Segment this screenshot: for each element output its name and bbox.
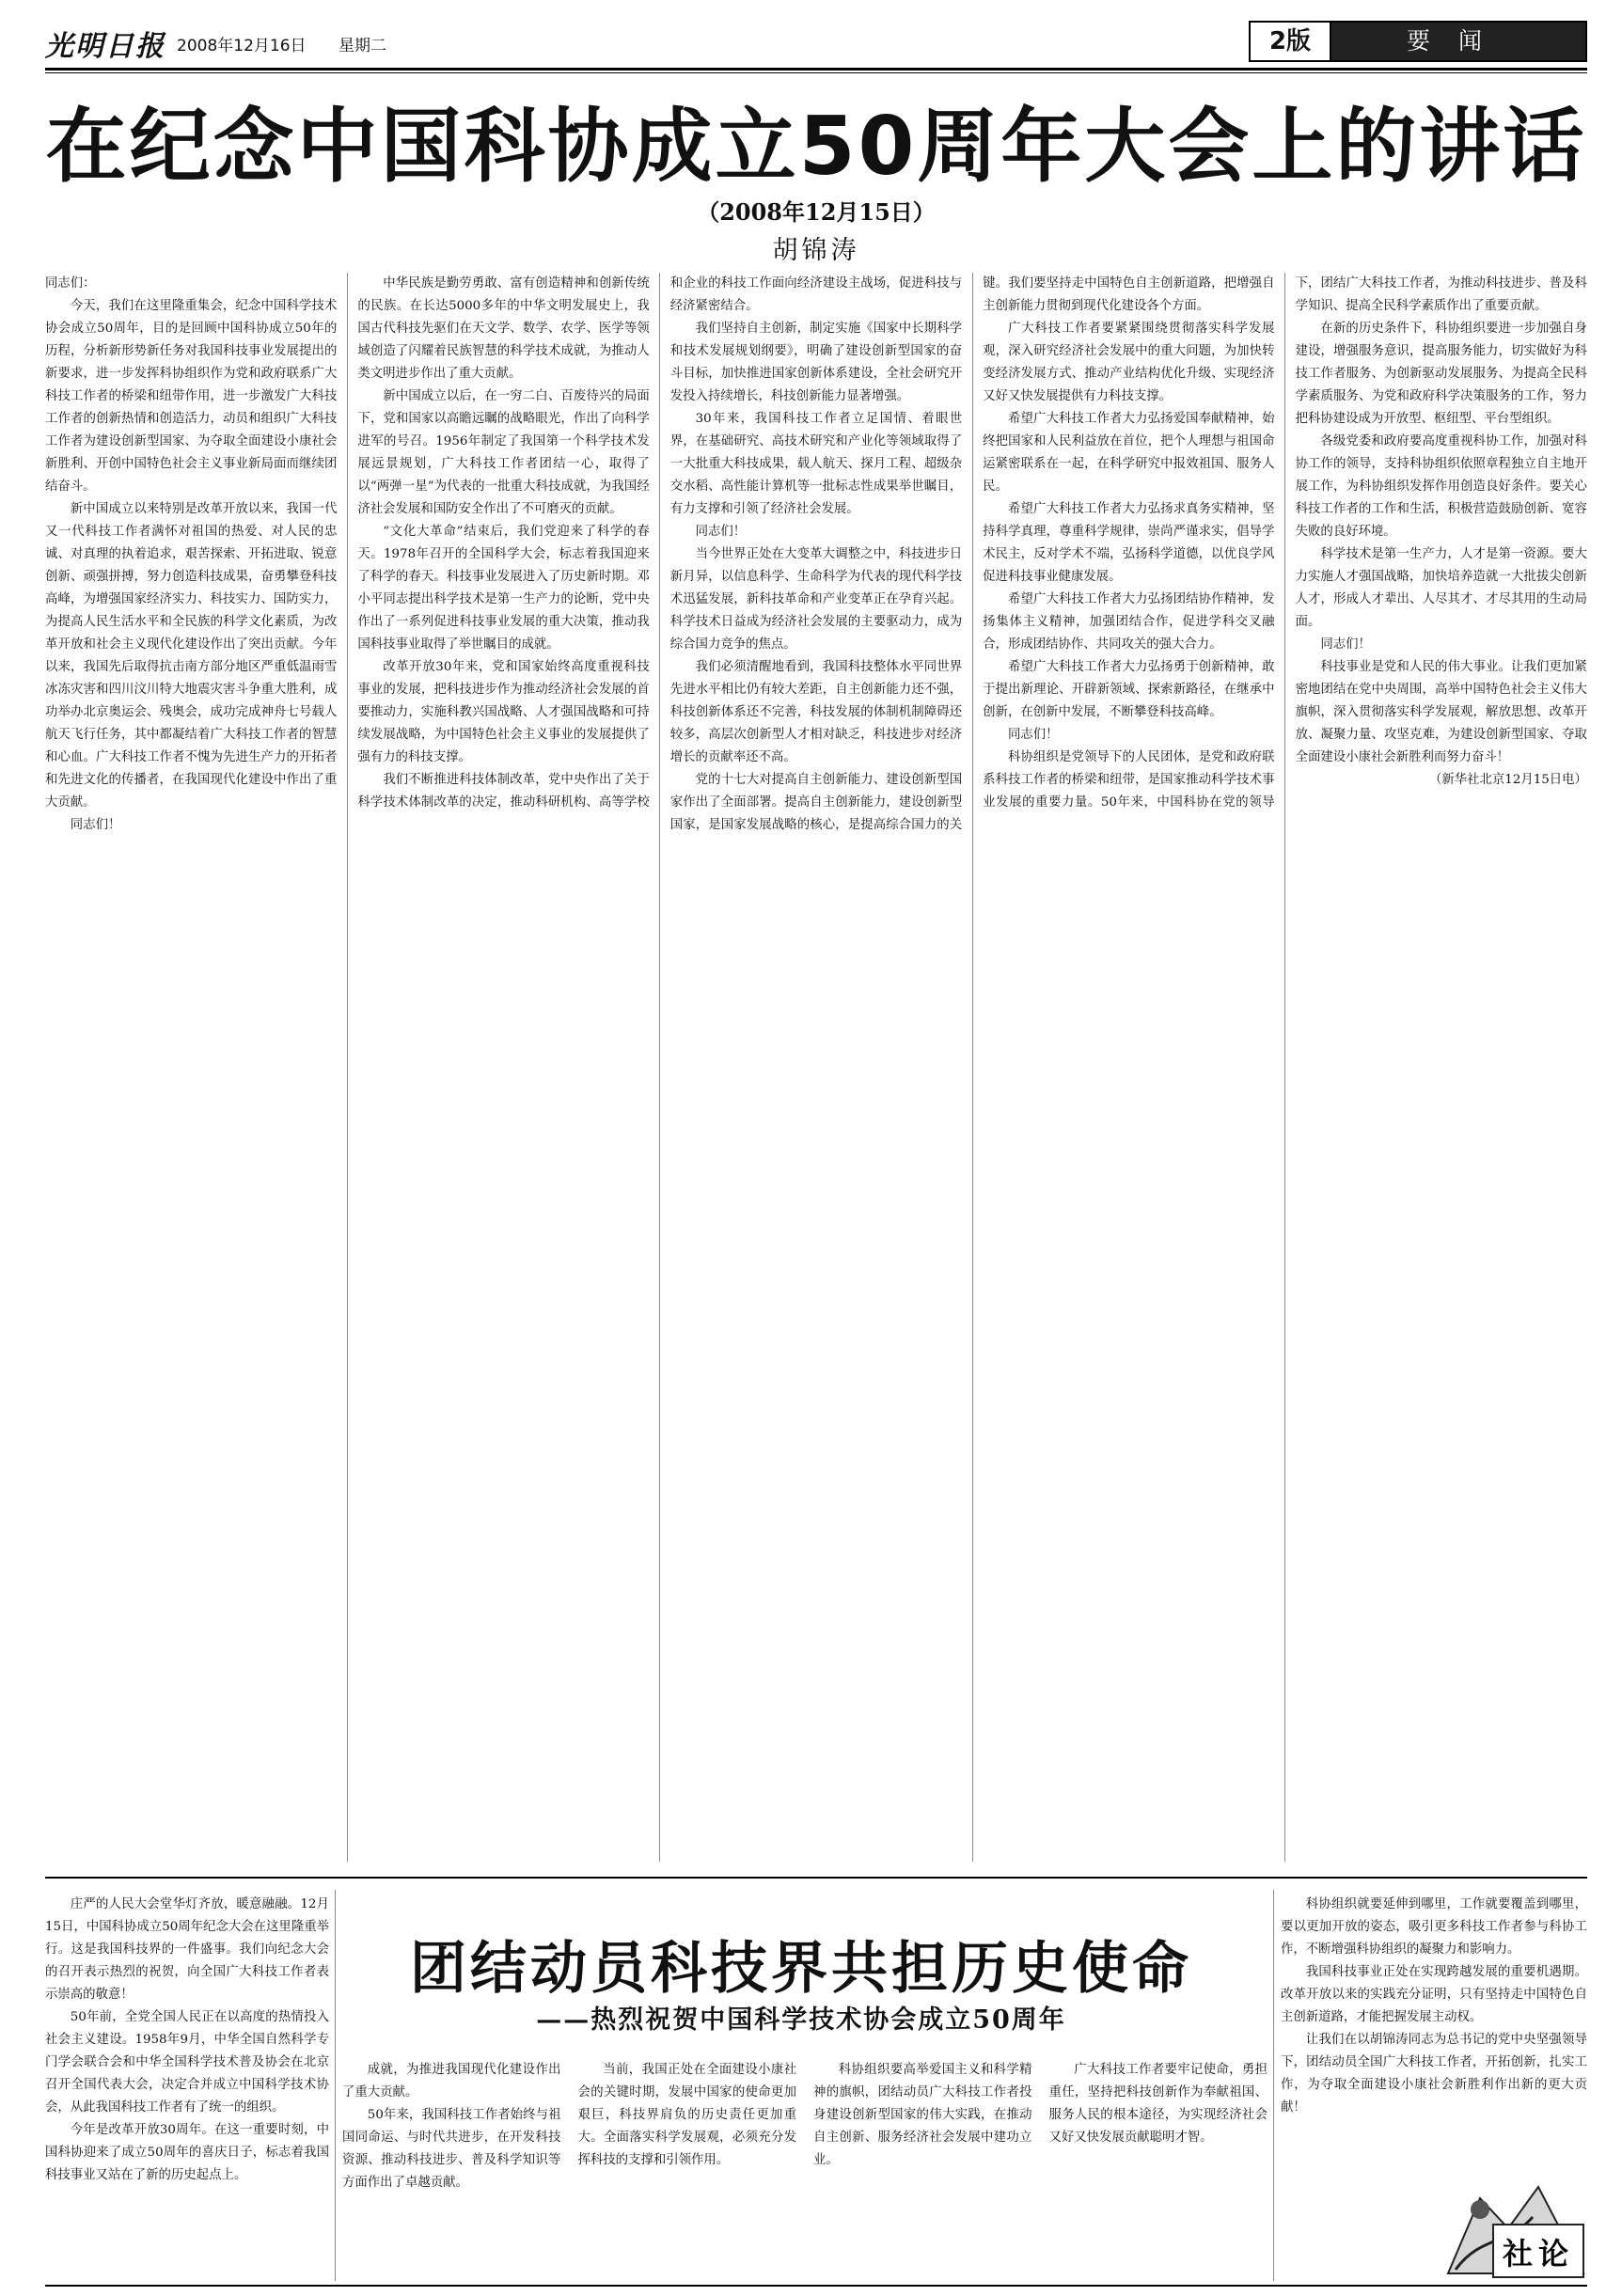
article-paragraph: 中华民族是勤劳勇敢、富有创造精神和创新传统的民族。在长达5000多年的中华文明发展史上，我国古代科技先驱们在天文学、数学、农学、医学等领域创造了闪耀着民族智慧的科学技术成就，为推动人类文明进步作出了重大贡献。 bbox=[357, 276, 650, 381]
issue-date: 2008年12月16日 bbox=[177, 37, 307, 55]
article-paragraph: 在新的历史条件下，科协组织要进一步加强自身建设，增强服务意识，提高服务能力，切实做好为科技工作者服务、为创新驱动发展服务、为提高全民科学素质服务、为党和政府科学决策服务的工作，努力把科协建设成为开放型、枢纽型、平台型组织。 bbox=[1295, 322, 1587, 426]
article-paragraph: 希望广大科技工作者大力弘扬爱国奉献精神，始终把国家和人民利益放在首位，把个人理想与祖国命运紧密联系在一起，在科学研究中报效祖国、服务人民。 bbox=[983, 412, 1275, 494]
page-indicator bbox=[1249, 21, 1587, 62]
editorial-paragraph: 50年来，我国科技工作者始终与祖国同命运、与时代共进步，在开发科技资源、推动科技进步、普及科学知识等方面作出了卓越贡献。 bbox=[342, 2108, 561, 2190]
article-paragraph: 各级党委和政府要高度重视科协工作，加强对科协工作的领导，支持科协组织依照章程独立自主地开展工作，为科协组织发挥作用创造良好条件。要关心科技工作者的工作和生活，积极营造鼓励创新、宽容失败的良好环境。 bbox=[1295, 434, 1587, 539]
editorial-paragraph: 庄严的人民大会堂华灯齐放，暖意融融。12月15日，中国科协成立50周年纪念大会在这里隆重举行。这是我国科技界的一件盛事。我们向纪念大会的召开表示热烈的祝贺，向全国广大科技工作者表示崇高的敬意！ bbox=[45, 1897, 329, 2002]
article-paragraph: 广大科技工作者要紧紧围绕贯彻落实科学发展观，深入研究经济社会发展中的重大问题，为加快转变经济发展方式、推动产业结构优化升级、实现经济又好又快发展提供有力科技支撑。 bbox=[983, 322, 1275, 403]
article-paragraph: 同志们！ bbox=[1320, 637, 1371, 652]
article-author: 胡锦涛 bbox=[772, 236, 860, 265]
article-paragraph: 希望广大科技工作者大力弘扬求真务实精神，坚持科学真理，尊重科学规律，崇尚严谨求实，倡导学术民主，反对学术不端，弘扬科学道德，以优良学风促进科技事业健康发展。 bbox=[983, 502, 1275, 584]
article-paragraph: 党的十七大对提高自主创新能力、建设创新型国家作出了全面部署。提高自主创新能力，建设创新型国家，是国家发展战略的核心，是提高综合国力的关键。我们要坚持走中国特色自主创新道路，把增强自主创新能力贯彻到现代化建设各个方面。 bbox=[669, 276, 1275, 832]
issue-weekday: 星期二 bbox=[339, 37, 386, 55]
editorial-intro-column bbox=[45, 1894, 329, 2281]
newspaper-logo: 光明日报 bbox=[45, 30, 165, 63]
article-dateline: （2008年12月15日） bbox=[697, 198, 936, 226]
editorial-paragraph: 我国科技事业正处在实现跨越发展的重要机遇期。改革开放以来的实践充分证明，只有坚持走中国特色自主创新道路，才能把握发展主动权。 bbox=[1281, 1965, 1587, 2024]
masthead-rule bbox=[45, 68, 1587, 71]
article-paragraph: 同志们！ bbox=[70, 818, 121, 832]
editorial-headline: 团结动员科技界共担历史使命 bbox=[410, 1936, 1192, 2002]
article-body bbox=[45, 273, 1587, 1862]
editorial-paragraph: 科协组织就要延伸到哪里，工作就要覆盖到哪里，要以更加开放的姿态，吸引更多科技工作者参与科协工作，不断增强科协组织的凝聚力和影响力。 bbox=[1281, 1897, 1587, 1957]
article-paragraph: 同志们！ bbox=[695, 525, 747, 539]
article-paragraph: 新中国成立以来特别是改革开放以来，我国一代又一代科技工作者满怀对祖国的热爱、对人民的忠诚、对真理的执着追求，艰苦探索、开拓进取、锐意创新、顽强拼搏，努力创造科技成果，奋勇攀登科技高峰，为增强国家经济实力、科技实力、国防实力，为提高人民生活水平和全民族的科学文化素质，为改革开放和社会主义现代化建设作出了突出贡献。今年以来，我国先后取得抗击南方部分地区严重低温雨雪冰冻灾害和四川汶川特大地震灾害斗争重大胜利，成功举办北京奥运会、残奥会，成功完成神舟七号载人航天飞行任务，其中都凝结着广大科技工作者的智慧和心血。广大科技工作者不愧为先进生产力的开拓者和先进文化的传播者，在我国现代化建设中作出了重大贡献。 bbox=[45, 502, 338, 810]
editorial-paragraph: 50年前，全党全国人民正在以高度的热情投入社会主义建设。1958年9月，中华全国自然科学专门学会联合会和中华全国科学技术普及协会在北京召开全国代表大会，决定合并成立中国科学技术协会，从此我国科技工作者有了统一的组织。 bbox=[45, 2010, 329, 2115]
article-paragraph: 改革开放30年来，党和国家始终高度重视科技事业的发展，把科技进步作为推动经济社会发展的首要推动力，实施科教兴国战略、人才强国战略和可持续发展战略，为中国特色社会主义事业的发展提供了强有力的科技支撑。 bbox=[357, 660, 650, 764]
editorial-body bbox=[342, 2059, 1267, 2283]
article-paragraph: 今天，我们在这里隆重集会，纪念中国科学技术协会成立50周年，目的是回顾中国科协成立50年的历程，分析新形势新任务对我国科技事业发展提出的新要求，进一步发挥科协组织作为党和政府联系广大科技工作者的桥梁和纽带作用，进一步激发广大科技工作者的创新热情和创造活力，动员和组织广大科技工作者为建设创新型国家、为夺取全面建设小康社会新胜利、开创中国特色社会主义事业新局面而继续团结奋斗。 bbox=[45, 299, 338, 494]
article-headline: 在纪念中国科协成立50周年大会上的讲话 bbox=[45, 100, 1587, 194]
article-paragraph: 希望广大科技工作者大力弘扬团结协作精神，发扬集体主义精神，加强团结合作，促进学科交叉融合，形成团结协作、共同攻关的强大合力。 bbox=[983, 592, 1275, 652]
article-paragraph: 当今世界正处在大变革大调整之中，科技进步日新月异，以信息科学、生命科学为代表的现代科学技术迅猛发展，新科技革命和产业变革正在孕育兴起。科学技术日益成为经济社会发展的主要驱动力，成为综合国力竞争的焦点。 bbox=[669, 547, 963, 652]
article-paragraph: 同志们！ bbox=[1007, 728, 1059, 742]
article-paragraph: 希望广大科技工作者大力弘扬勇于创新精神，敢于提出新理论、开辟新领域、探索新路径，在继承中创新，在创新中发展，不断攀登科技高峰。 bbox=[983, 660, 1275, 719]
editorial-paragraph: 广大科技工作者要牢记使命，勇担重任，坚持把科技创新作为奉献祖国、服务人民的根本途径，为实现经济社会又好又快发展贡献聪明才智。 bbox=[1048, 2063, 1267, 2145]
page-bottom-rule bbox=[45, 2285, 1587, 2287]
section-name: 要闻 bbox=[1331, 23, 1585, 60]
page-number: 2版 bbox=[1251, 23, 1331, 60]
editorial-paragraph: 让我们在以胡锦涛同志为总书记的党中央坚强领导下，团结动员全国广大科技工作者，开拓创新，扎实工作，为夺取全面建设小康社会新胜利作出新的更大贡献！ bbox=[1281, 2033, 1587, 2115]
masthead-rule-thin bbox=[45, 72, 1587, 73]
column-divider bbox=[1273, 1890, 1274, 2281]
masthead bbox=[45, 21, 1587, 62]
editorial-paragraph: 今年是改革开放30周年。在这一重要时刻，中国科协迎来了成立50周年的喜庆日子，标志着我国科技事业又站在了新的历史起点上。 bbox=[45, 2123, 329, 2182]
article-paragraph: 科技事业是党和人民的伟大事业。让我们更加紧密地团结在党中央周围，高举中国特色社会主义伟大旗帜，深入贯彻落实科学发展观，解放思想、改革开放、凝聚力量、攻坚克难，为建设创新型国家、夺取全面建设小康社会新胜利而努力奋斗！ bbox=[1295, 660, 1587, 764]
article-paragraph: 我们不断推进科技体制改革，党中央作出了关于科学技术体制改革的决定，推动科研机构、高等学校和企业的科技工作面向经济建设主战场，促进科技与经济紧密结合。 bbox=[357, 276, 963, 810]
editorial-label: 社论 bbox=[1502, 2236, 1574, 2272]
article-paragraph: “文化大革命”结束后，我们党迎来了科学的春天。1978年召开的全国科学大会，标志着我国迎来了科学的春天。科技事业发展进入了历史新时期。邓小平同志提出科学技术是第一生产力的论断，党中央作出了一系列促进科技事业发展的重大决策，推动我国科技事业取得了举世瞩目的成就。 bbox=[357, 525, 650, 652]
article-paragraph: 新中国成立以后，在一穷二白、百废待兴的局面下，党和国家以高瞻远瞩的战略眼光，作出了向科学进军的号召。1956年制定了我国第一个科学技术发展远景规划，广大科技工作者团结一心，取得了以“两弹一星”为代表的一批重大科技成就，为我国经济社会发展和国防安全作出了不可磨灭的贡献。 bbox=[357, 389, 650, 516]
editorial-subheadline: ——热烈祝贺中国科学技术协会成立50周年 bbox=[536, 2005, 1066, 2035]
article-paragraph: 科协组织是党领导下的人民团体，是党和政府联系科技工作者的桥梁和纽带，是国家推动科学技术事业发展的重要力量。50年来，中国科协在党的领导下，团结广大科技工作者，为推动科技进步、普及科学知识、提高全民科学素质作出了重要贡献。 bbox=[983, 276, 1587, 810]
article-paragraph: 我们必须清醒地看到，我国科技整体水平同世界先进水平相比仍有较大差距，自主创新能力还不强，科技创新体系还不完善，科技发展的体制机制障碍还较多，高层次创新型人才相对缺乏，科技进步对经济增长的贡献率还不高。 bbox=[669, 660, 963, 764]
article-paragraph: 30年来，我国科技工作者立足国情、着眼世界，在基础研究、高技术研究和产业化等领域取得了一大批重大科技成果，载人航天、探月工程、超级杂交水稻、高性能计算机等一批标志性成果举世瞩目，有力支撑和引领了经济社会发展。 bbox=[669, 412, 963, 516]
editorial-right-column bbox=[1281, 1894, 1587, 2176]
article-paragraph: 我们坚持自主创新，制定实施《国家中长期科学和技术发展规划纲要》，明确了建设创新型国家的奋斗目标，加快推进国家创新体系建设，全社会研究开发投入持续增长，科技创新能力显著增强。 bbox=[669, 322, 963, 403]
editorial-paragraph: 科协组织要高举爱国主义和科学精神的旗帜，团结动员广大科技工作者投身建设创新型国家的伟大实践，在推动自主创新、服务经济社会发展中建功立业。 bbox=[813, 2063, 1032, 2167]
article-paragraph: 同志们： bbox=[45, 276, 96, 291]
article-signoff: （新华社北京12月15日电） bbox=[1428, 773, 1587, 787]
article-paragraph: 科学技术是第一生产力，人才是第一资源。要大力实施人才强国战略，加快培养造就一大批拔尖创新人才，形成人才辈出、人尽其才、才尽其用的生动局面。 bbox=[1295, 547, 1587, 629]
editorial-paragraph: 当前，我国正处在全面建设小康社会的关键时期，发展中国家的使命更加艰巨，科技界肩负的历史责任更加重大。全面落实科学发展观，必须充分发挥科技的支撑和引领作用。 bbox=[577, 2063, 796, 2167]
editorial-paragraph: 成就，为推进我国现代化建设作出了重大贡献。 bbox=[342, 2063, 561, 2099]
section-divider bbox=[45, 1877, 1587, 1879]
